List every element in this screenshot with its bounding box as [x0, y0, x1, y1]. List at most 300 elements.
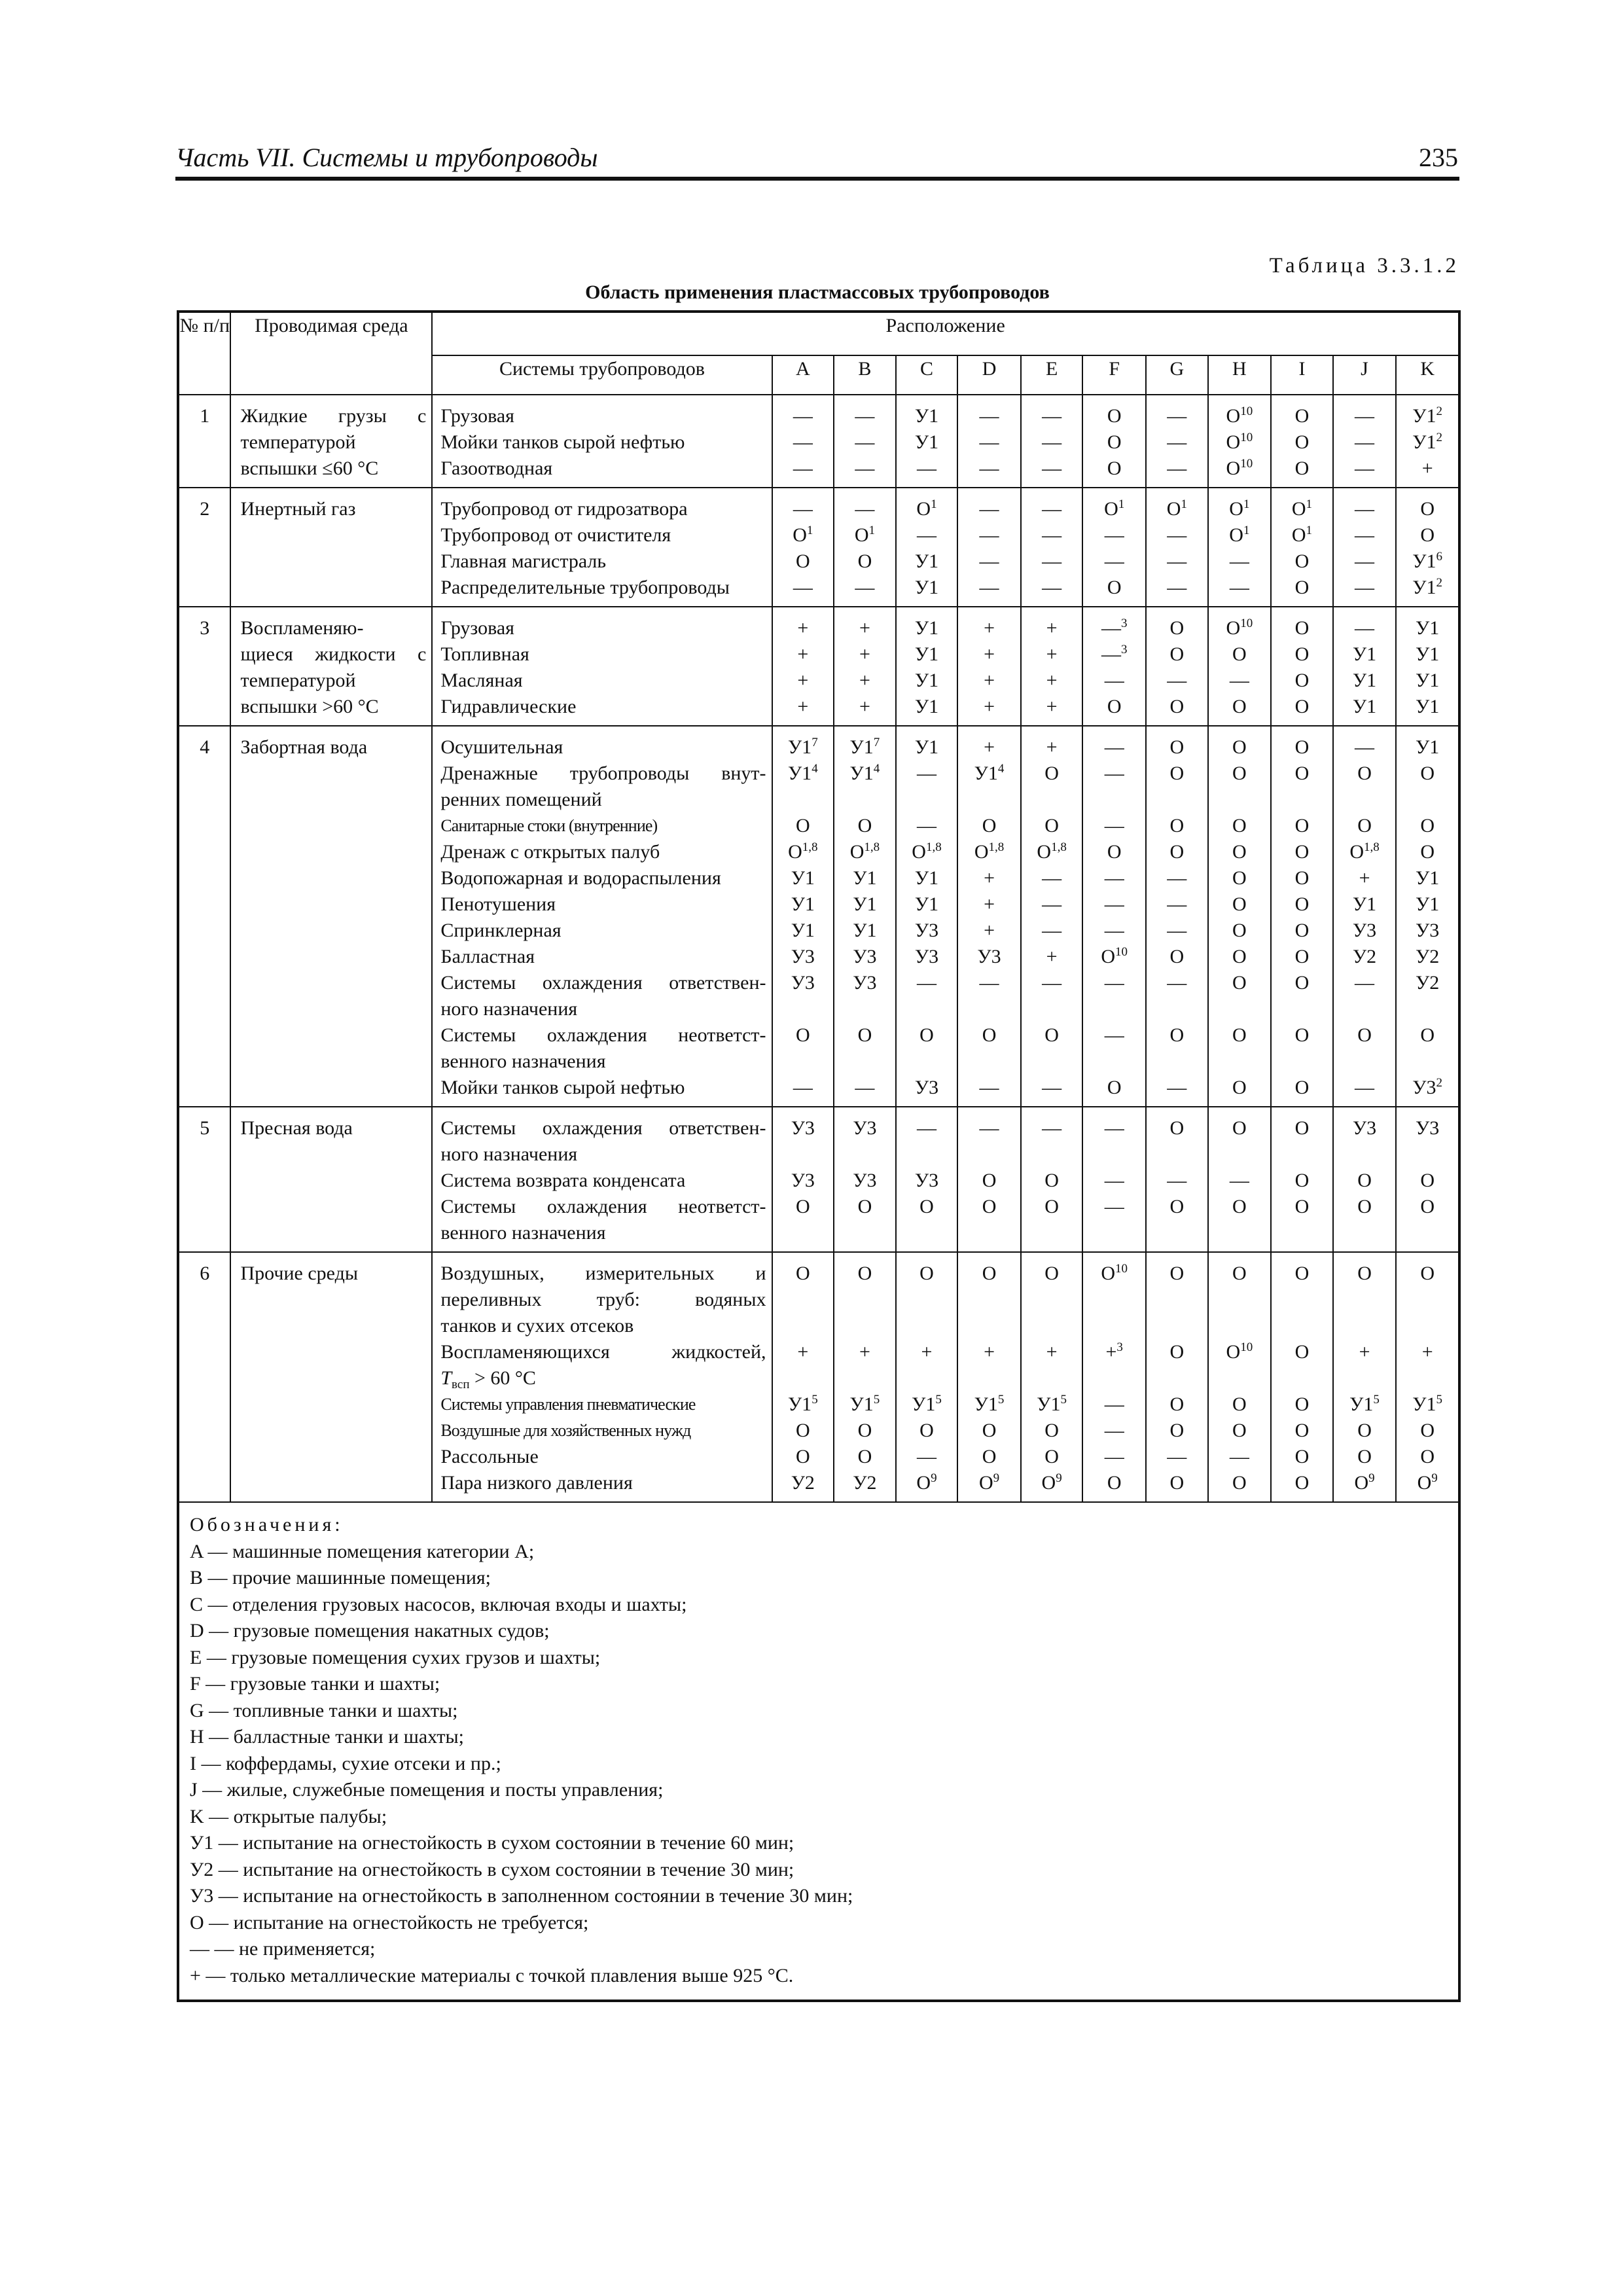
legend-item: C — отделения грузовых насосов, включая входы и шахты; — [190, 1593, 687, 1615]
cell-value: — — [916, 457, 936, 479]
cell-spacer — [1397, 996, 1458, 1022]
cell-value: О — [1420, 498, 1435, 520]
cell-spacer — [1209, 1313, 1271, 1339]
cell-spacer — [958, 1141, 1020, 1168]
cell-value: У3 — [914, 920, 939, 941]
cell-value: У1 — [1352, 670, 1377, 691]
cell-value: — — [1042, 920, 1062, 941]
cell-value: — — [979, 457, 999, 479]
column-a-values — [772, 395, 834, 488]
cell-value: О — [795, 1263, 810, 1284]
medium-line: Инертный газ — [240, 498, 356, 520]
system-name: ного назначения — [440, 1143, 578, 1165]
column-c-values — [896, 395, 958, 488]
column-header-k: K — [1396, 355, 1459, 395]
column-b-values — [834, 726, 896, 1107]
application-table — [177, 310, 1461, 2002]
column-j-values — [1333, 1107, 1397, 1252]
cell-value: О — [919, 1420, 934, 1441]
cell-value: — — [979, 1077, 999, 1098]
cell-value: О$^{1,8}$ — [974, 840, 1005, 863]
legend-item: У3 — испытание на огнестойкость в заполненном состоянии в течение 30 мин; — [190, 1885, 853, 1907]
cell-value: — — [1104, 762, 1124, 784]
cell-spacer — [897, 787, 957, 813]
medium-line: Пресная вода — [240, 1117, 353, 1139]
column-header-number: № п/п — [178, 312, 230, 395]
cell-value: + — [797, 1341, 809, 1363]
cell-value: —$^3$ — [1101, 617, 1128, 639]
cell-value: + — [1046, 696, 1058, 717]
column-e-values — [1021, 607, 1083, 726]
cell-spacer — [1334, 1365, 1396, 1391]
cell-value: О — [1232, 1024, 1247, 1046]
cell-value: + — [859, 1341, 870, 1363]
cell-value: У1 — [1416, 670, 1440, 691]
cell-value: О — [1420, 841, 1435, 863]
cell-value: — — [1104, 867, 1124, 889]
cell-value: О$^{1,8}$ — [849, 840, 880, 863]
cell-spacer — [834, 1313, 895, 1339]
system-name: Воздушных, измерительных и — [440, 1263, 766, 1284]
table-caption: Область применения пластмассовых трубопроводов — [585, 281, 1050, 303]
group-medium — [230, 726, 432, 1107]
legend-item: B — прочие машинные помещения; — [190, 1567, 491, 1588]
cell-value: О — [1294, 920, 1310, 941]
cell-value: — — [916, 815, 936, 836]
cell-value: У1 — [1416, 867, 1440, 889]
cell-value: О — [857, 1024, 872, 1046]
cell-value: У1 — [1416, 736, 1440, 758]
medium-line: вспышки ≤60 °C — [240, 457, 379, 479]
column-b-values — [834, 607, 896, 726]
cell-value: $У1^4$ — [974, 762, 1005, 784]
column-h-values — [1208, 488, 1272, 607]
cell-value: О — [795, 1420, 810, 1441]
column-header-h: H — [1208, 355, 1272, 395]
cell-spacer — [1397, 1141, 1458, 1168]
cell-value: — — [1355, 577, 1375, 598]
system-name: Пара низкого давления — [440, 1472, 633, 1494]
system-name: Рассольные — [440, 1446, 539, 1467]
cell-spacer — [834, 996, 895, 1022]
legend-item: — — не применяется; — [190, 1938, 376, 1960]
cell-value: $О^{10}$ — [1101, 945, 1128, 967]
cell-value: О — [1294, 550, 1310, 572]
system-name: ного назначения — [440, 998, 578, 1020]
group-number: 6 — [178, 1252, 230, 1502]
cell-value: О — [1420, 1420, 1435, 1441]
group-row-4 — [178, 726, 1459, 1107]
cell-value: О — [1232, 1420, 1247, 1441]
cell-spacer — [773, 996, 834, 1022]
cell-value: $У1^5$ — [1037, 1393, 1067, 1415]
medium-line: Воспламеняю- — [240, 617, 364, 639]
column-a-values — [772, 488, 834, 607]
cell-value: О — [795, 1196, 810, 1217]
cell-value: + — [859, 670, 870, 691]
cell-value: О$^{1,8}$ — [912, 840, 942, 863]
cell-value: У1 — [1416, 617, 1440, 639]
systems-list — [432, 395, 772, 488]
cell-value: О — [1357, 1196, 1372, 1217]
system-name: Трубопровод от гидрозатвора — [440, 498, 688, 520]
cell-spacer — [1272, 1287, 1332, 1313]
cell-spacer — [1334, 1313, 1396, 1339]
cell-spacer — [1022, 1287, 1082, 1313]
cell-value: — — [916, 972, 936, 994]
cell-value: — — [1229, 550, 1249, 572]
cell-spacer — [1083, 1141, 1145, 1168]
cell-spacer — [958, 1220, 1020, 1246]
cell-value: — — [979, 431, 999, 453]
legend-item: I — коффердамы, сухие отсеки и пр.; — [190, 1752, 501, 1774]
cell-value: $У1^5$ — [1412, 1393, 1443, 1415]
cell-value: — — [1104, 550, 1124, 572]
cell-value: У3 — [791, 946, 815, 967]
cell-value: У1 — [914, 696, 939, 717]
page-header — [175, 143, 1459, 181]
cell-value: $О^{10}$ — [1226, 617, 1253, 639]
cell-value: — — [1104, 920, 1124, 941]
column-k-values — [1396, 395, 1459, 488]
systems-list — [432, 1107, 772, 1252]
cell-spacer — [773, 1049, 834, 1075]
group-number: 1 — [178, 395, 230, 488]
cell-spacer — [773, 1220, 834, 1246]
cell-value: У3 — [853, 946, 877, 967]
cell-spacer — [958, 1313, 1020, 1339]
column-e-values — [1021, 726, 1083, 1107]
cell-value: У3 — [914, 1170, 939, 1191]
column-k-values — [1396, 1107, 1459, 1252]
cell-spacer — [1083, 787, 1145, 813]
cell-value: $О^9$ — [1041, 1471, 1062, 1494]
cell-value: + — [984, 736, 995, 758]
cell-value: О — [1357, 815, 1372, 836]
cell-value: — — [1167, 1446, 1187, 1467]
group-row-6 — [178, 1252, 1459, 1502]
column-h-values — [1208, 1107, 1272, 1252]
legend-item: E — грузовые помещения сухих грузов и шахты; — [190, 1646, 601, 1668]
cell-value: + — [984, 670, 995, 691]
cell-value: У1 — [1416, 696, 1440, 717]
cell-value: О — [1107, 841, 1122, 863]
cell-value: $О^1$ — [1291, 497, 1313, 520]
column-header-i: I — [1271, 355, 1333, 395]
cell-spacer — [1334, 1287, 1396, 1313]
cell-spacer — [834, 1220, 895, 1246]
cell-value: О — [1169, 1024, 1185, 1046]
cell-spacer — [1083, 1365, 1145, 1391]
legend-item: G — топливные танки и шахты; — [190, 1699, 458, 1721]
column-a-values — [772, 1107, 834, 1252]
cell-value: + — [1046, 643, 1058, 665]
system-name: Гидравлические — [440, 696, 577, 717]
cell-value: У2 — [1416, 972, 1440, 994]
cell-value: — — [916, 762, 936, 784]
cell-spacer — [1147, 787, 1207, 813]
cell-value: О — [1169, 815, 1185, 836]
cell-value: У3 — [1416, 920, 1440, 941]
cell-value: — — [979, 405, 999, 427]
cell-spacer — [1334, 1141, 1396, 1168]
cell-value: — — [793, 577, 813, 598]
cell-spacer — [1209, 1287, 1271, 1313]
group-row-2 — [178, 488, 1459, 607]
cell-value: + — [1359, 1341, 1370, 1363]
cell-value: О — [1420, 1170, 1435, 1191]
cell-value: О — [1169, 1341, 1185, 1363]
cell-value: У1 — [914, 431, 939, 453]
cell-value: О — [1357, 762, 1372, 784]
cell-value: — — [855, 498, 875, 520]
cell-spacer — [1397, 1287, 1458, 1313]
cell-spacer — [897, 1287, 957, 1313]
column-b-values — [834, 395, 896, 488]
cell-spacer — [958, 996, 1020, 1022]
column-f-values — [1082, 488, 1146, 607]
cell-value: — — [979, 577, 999, 598]
cell-spacer — [1272, 1313, 1332, 1339]
cell-value: О — [1294, 841, 1310, 863]
legend-item: J — жилые, служебные помещения и посты управления; — [190, 1779, 664, 1801]
column-f-values — [1082, 607, 1146, 726]
cell-value: — — [1355, 736, 1375, 758]
column-d-values — [957, 1252, 1021, 1502]
column-k-values — [1396, 1252, 1459, 1502]
column-header-j: J — [1333, 355, 1397, 395]
cell-spacer — [897, 996, 957, 1022]
column-a-values — [772, 607, 834, 726]
system-name: Балластная — [440, 946, 535, 967]
column-header-systems: Системы трубопроводов — [432, 355, 772, 395]
cell-value: О — [1357, 1170, 1372, 1191]
cell-value: $О^{10}$ — [1226, 404, 1253, 427]
cell-value: + — [797, 617, 809, 639]
cell-value: — — [1167, 431, 1187, 453]
cell-value: О — [1294, 762, 1310, 784]
cell-value: У1 — [1352, 696, 1377, 717]
cell-value: — — [1355, 550, 1375, 572]
cell-value: +$^3$ — [1105, 1340, 1123, 1363]
cell-value: О — [1044, 1263, 1059, 1284]
column-j-values — [1333, 726, 1397, 1107]
column-g-values — [1146, 395, 1208, 488]
cell-spacer — [834, 1141, 895, 1168]
cell-value: + — [859, 696, 870, 717]
cell-value: — — [1104, 972, 1124, 994]
cell-value: У3 — [1416, 1117, 1440, 1139]
cell-spacer — [1334, 1220, 1396, 1246]
cell-value: О — [1232, 696, 1247, 717]
cell-value: —$^3$ — [1101, 643, 1128, 665]
cell-value: О$^{1,8}$ — [1349, 840, 1380, 863]
cell-value: О — [1169, 1263, 1185, 1284]
column-h-values — [1208, 1252, 1272, 1502]
column-h-values — [1208, 607, 1272, 726]
cell-spacer — [834, 1287, 895, 1313]
system-name: $T_{всп} > 60$ °C — [440, 1367, 536, 1391]
cell-spacer — [1397, 1220, 1458, 1246]
column-e-values — [1021, 488, 1083, 607]
cell-value: О — [1169, 841, 1185, 863]
cell-value: — — [1229, 670, 1249, 691]
column-i-values — [1271, 607, 1333, 726]
cell-value: У1 — [1416, 643, 1440, 665]
cell-value: О — [1044, 1196, 1059, 1217]
cell-value: — — [916, 524, 936, 546]
system-name: Топливная — [440, 643, 529, 665]
column-f-values — [1082, 1107, 1146, 1252]
cell-value: — — [979, 972, 999, 994]
cell-spacer — [1272, 1220, 1332, 1246]
cell-value: $О^1$ — [1229, 524, 1250, 546]
cell-value: + — [1046, 1341, 1058, 1363]
cell-value: У2 — [853, 1472, 877, 1494]
cell-value: О — [1169, 1393, 1185, 1415]
cell-value: + — [1421, 1341, 1433, 1363]
cell-value: — — [855, 457, 875, 479]
system-name: венного назначения — [440, 1050, 606, 1072]
cell-value: У1 — [914, 405, 939, 427]
cell-value: О — [1294, 1196, 1310, 1217]
cell-value: О — [1232, 762, 1247, 784]
column-f-values — [1082, 726, 1146, 1107]
cell-value: О — [1169, 762, 1185, 784]
cell-value: — — [979, 1117, 999, 1139]
cell-spacer — [1083, 996, 1145, 1022]
cell-value: О — [1232, 972, 1247, 994]
cell-value: У3 — [853, 1117, 877, 1139]
cell-value: — — [1104, 1420, 1124, 1441]
group-medium — [230, 395, 432, 488]
cell-value: У3 — [914, 1077, 939, 1098]
cell-spacer — [773, 1365, 834, 1391]
cell-value: О — [982, 1170, 997, 1191]
group-row-5 — [178, 1107, 1459, 1252]
cell-value: $У1^2$ — [1412, 404, 1443, 427]
group-medium — [230, 1107, 432, 1252]
medium-line: температурой — [240, 670, 356, 691]
cell-value: — — [1042, 577, 1062, 598]
cell-spacer — [1022, 1220, 1082, 1246]
cell-value: О — [1107, 457, 1122, 479]
cell-value: — — [793, 405, 813, 427]
cell-value: О — [1107, 405, 1122, 427]
cell-spacer — [1147, 996, 1207, 1022]
cell-value: О — [1420, 1196, 1435, 1217]
cell-value: — — [1167, 867, 1187, 889]
system-name: Системы охлаждения неответст- — [440, 1196, 766, 1217]
cell-value: О — [1107, 431, 1122, 453]
cell-value: — — [1355, 405, 1375, 427]
cell-value: О — [1294, 736, 1310, 758]
cell-value: — — [1104, 1117, 1124, 1139]
system-name: Спринклерная — [440, 920, 562, 941]
cell-value: — — [916, 1446, 936, 1467]
cell-value: У1 — [914, 867, 939, 889]
cell-value: $У1^5$ — [1349, 1393, 1380, 1415]
system-name: Дренажные трубопроводы внут- — [440, 762, 766, 784]
column-f-values — [1082, 395, 1146, 488]
legend-item: D — грузовые помещения накатных судов; — [190, 1620, 550, 1641]
cell-value: $У1^4$ — [787, 762, 818, 784]
cell-value: О — [1294, 457, 1310, 479]
cell-value: У3 — [1352, 1117, 1377, 1139]
group-number: 3 — [178, 607, 230, 726]
cell-value: О — [1169, 946, 1185, 967]
column-c-values — [896, 726, 958, 1107]
systems-list — [432, 1252, 772, 1502]
cell-value: О — [1044, 1420, 1059, 1441]
cell-value: $У1^2$ — [1412, 576, 1443, 598]
column-g-values — [1146, 1252, 1208, 1502]
cell-value: — — [1104, 670, 1124, 691]
cell-value: $У1^2$ — [1412, 431, 1443, 453]
cell-value: — — [979, 498, 999, 520]
cell-value: — — [1104, 1024, 1124, 1046]
cell-spacer — [1272, 1049, 1332, 1075]
column-d-values — [957, 1107, 1021, 1252]
legend-item: F — грузовые танки и шахты; — [190, 1673, 440, 1695]
cell-value: О — [1232, 1393, 1247, 1415]
cell-spacer — [1022, 1365, 1082, 1391]
cell-value: — — [1042, 524, 1062, 546]
cell-value: О — [1294, 1341, 1310, 1363]
cell-value: — — [793, 1077, 813, 1098]
cell-value: + — [984, 867, 995, 889]
cell-value: У2 — [1416, 946, 1440, 967]
column-a-values — [772, 1252, 834, 1502]
system-name: Газоотводная — [440, 457, 553, 479]
cell-value: — — [1355, 617, 1375, 639]
cell-value: О — [1044, 762, 1059, 784]
column-e-values — [1021, 1252, 1083, 1502]
cell-value: — — [1167, 670, 1187, 691]
cell-value: О — [1107, 577, 1122, 598]
cell-spacer — [1397, 1365, 1458, 1391]
cell-value: $О^{10}$ — [1226, 431, 1253, 453]
cell-value: О — [1294, 1393, 1310, 1415]
cell-value: $О^1$ — [793, 524, 813, 546]
column-j-values — [1333, 488, 1397, 607]
column-i-values — [1271, 488, 1333, 607]
cell-value: $У1^4$ — [849, 762, 880, 784]
cell-value: У3 — [791, 972, 815, 994]
cell-value: О — [1357, 1024, 1372, 1046]
cell-value: О — [982, 1196, 997, 1217]
cell-value: О — [1107, 1472, 1122, 1494]
cell-value: — — [1355, 972, 1375, 994]
cell-spacer — [897, 1141, 957, 1168]
system-name: танков и сухих отсеков — [440, 1315, 634, 1336]
cell-value: — — [1042, 867, 1062, 889]
cell-spacer — [1147, 1141, 1207, 1168]
cell-value: О — [1169, 1472, 1185, 1494]
cell-value: $О^{10}$ — [1226, 457, 1253, 479]
cell-value: О — [1294, 577, 1310, 598]
group-medium — [230, 607, 432, 726]
cell-value: $О^1$ — [1166, 497, 1187, 520]
cell-value: + — [1046, 946, 1058, 967]
column-header-medium: Проводимая среда — [230, 312, 432, 395]
cell-value: У1 — [1352, 643, 1377, 665]
cell-value: О — [857, 1263, 872, 1284]
group-medium — [230, 488, 432, 607]
cell-value: — — [1355, 524, 1375, 546]
cell-spacer — [1083, 1049, 1145, 1075]
cell-value: О — [1420, 815, 1435, 836]
